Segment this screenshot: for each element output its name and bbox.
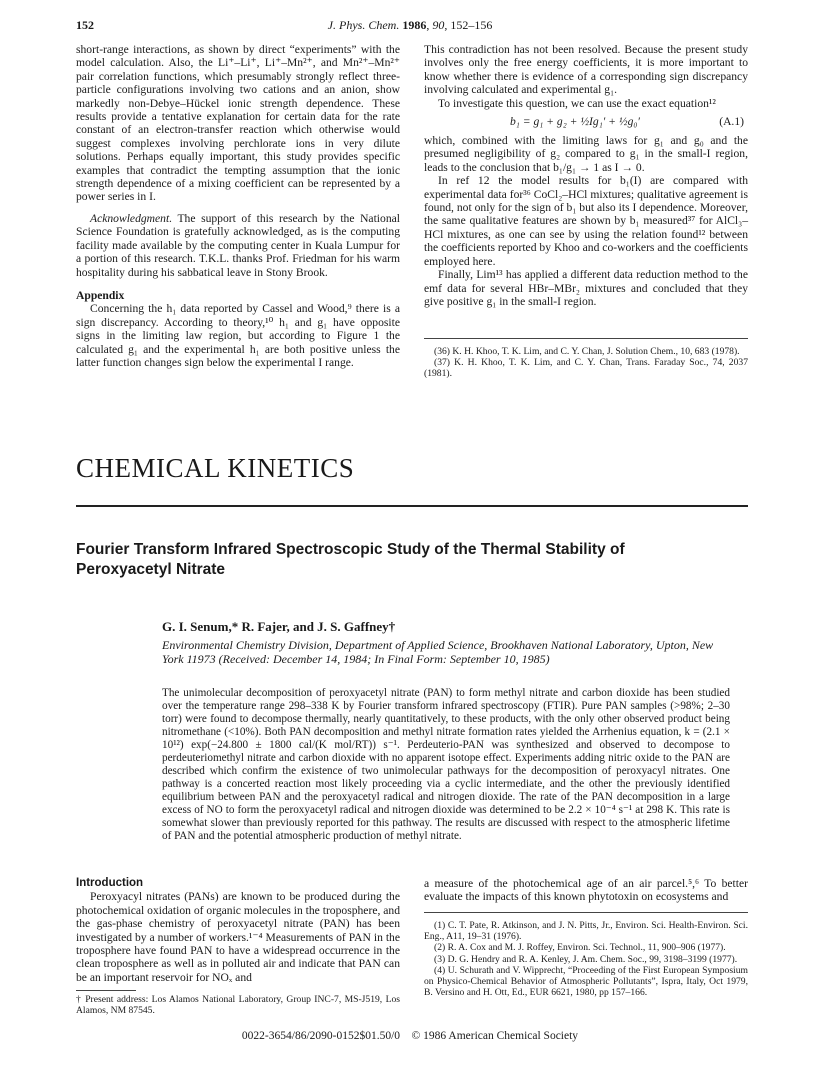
introduction-title: Introduction [76, 877, 144, 889]
page-number: 152 [76, 18, 94, 32]
appendix-paragraph-6: Finally, Lim¹³ has applied a different data reduction method to the emf data for several HBr–MBr₂ mixtures and concluded that they give positive g₁ in the small-I region. [424, 268, 748, 308]
introduction-paragraph-continued: a measure of the photochemical age of an air parcel.⁵,⁶ To better evaluate the impacts of this known phytotoxin on ecosystems and [424, 877, 748, 904]
intro-left-column [76, 877, 400, 984]
journal-volume: 90 [432, 18, 445, 32]
appendix-paragraph: Concerning the h₁ data reported by Cassel and Wood,⁹ there is a sign discrepancy. According to theory,¹⁰ h₁ and g₁ have opposite signs in the limiting law region, but according to Figure 1 the calculated g₁ and the experimental h₁ are both positive unless the latter function changes sign below the experimental I range. [76, 302, 400, 369]
acknowledgment-label: Acknowledgment. [90, 211, 173, 225]
introduction-paragraph: Peroxyacyl nitrates (PANs) are known to be produced during the photochemical oxidation of organic molecules in the troposphere, and the gas-phase chemistry of peroxyacetyl nitrate (PAN) has been investigated by a number of workers.¹⁻⁴ Measurements of PAN in the troposphere have found PAN to have a widespread occurrence in the clean troposphere as well as in polluted air and indicate that PAN can be an important reservoir for NOₓ and [76, 890, 400, 984]
acknowledgment [76, 212, 400, 279]
equation-a1 [424, 112, 748, 132]
references [424, 920, 748, 998]
appendix-paragraph-2: This contradiction has not been resolved. Because the present study involves only the free energy coefficients, it is more important to know whether there is evidence of a corresponding sign discrepancy involving calculated and experimental g₁. [424, 43, 748, 97]
footnote-36: (36) K. H. Khoo, T. K. Lim, and C. Y. Chan, J. Solution Chem., 10, 683 (1978). [434, 346, 740, 357]
journal-pages: 152–156 [450, 18, 493, 32]
intro-right-column [424, 877, 748, 904]
article-code: 0022-3654/86/2090-0152$01.50/0 [241, 1030, 401, 1042]
reference-3: (3) D. G. Hendry and R. A. Kenley, J. Am. Chem. Soc., 99, 3198–3199 (1977). [434, 953, 738, 965]
section-heading: CHEMICAL KINETICS [76, 453, 355, 483]
running-header: J. Phys. Chem. 1986, 90, 152–156 [327, 18, 493, 32]
affiliation: Environmental Chemistry Division, Department of Applied Science, Brookhaven National Laboratory, Upton, New York 11973 (Received: December 14, 1984; In Final Form: September 10, 1985) [162, 638, 714, 666]
appendix-paragraph-4: which, combined with the limiting laws for g₁ and g₀ and the presumed negligibility of g₂ compared to g₁ in the small-I region, leads to the conclusion that b₁/g₁ → 1 as I → 0. [424, 134, 748, 174]
abstract: The unimolecular decomposition of peroxyacetyl nitrate (PAN) to form methyl nitrate and carbon dioxide has been studied over the temperature range 298–338 K by Fourier transform infrared spectroscopy (FTIR). Pure PAN samples (>98%; 2–30 torr) were found to decompose thermally, nearly quantitatively, to these products, with the only other observed product being nitromethane (<10%). Both PAN decomposition and methyl nitrate formation rates yielded the Arrhenius equation, k = (2.1 × 10¹²) exp(−24.800 ± 1800 cal/(K mol/RT)) s⁻¹. Perdeuterio-PAN was synthesized and observed to decompose to perdeuteriomethyl nitrate and carbon dioxide with no apparent isotope effect. Experiments adding nitric oxide to the PAN are described which confirm the existence of two unimolecular pathways for the decomposition of peroxyacyl nitrates. One pathway is a concerted reaction most likely proceeding via a cyclic intermediate, and the other the previously identified equilibrium between PAN and the peroxyacetyl radical and nitrogen dioxide. The rate of the PAN decomposition in a large excess of NO to form the peroxyacetyl radical and nitrogen dioxide was determined to be 2.2 × 10⁻⁴ s⁻¹ at 298 K. This rate is somewhat slower than previously reported for this pathway. The results are discussed with respect to the atmospheric lifetime of PAN and the potential atmospheric production of methyl nitrate. [162, 687, 730, 842]
copyright: © 1986 American Chemical Society [411, 1030, 579, 1042]
journal-name: J. Phys. Chem. [327, 18, 400, 32]
equation: b₁ = g₁ + g₂ + ½Ig₁′ + ½g₀′ [510, 115, 640, 129]
article-title [76, 540, 748, 580]
footnotes-top [424, 346, 748, 380]
journal-year: 1986 [402, 18, 427, 32]
references-divider [424, 912, 748, 913]
left-column-top [76, 43, 400, 369]
reference-1: (1) C. T. Pate, R. Atkinson, and J. N. Pitts, Jr., Environ. Sci. Health-Environ. Sci. Eng., A11, 19–31 (1976). [424, 920, 748, 943]
section-rule [76, 505, 748, 507]
right-column-top [424, 43, 748, 308]
acknowledgment-text: The support of this research by the National Science Foundation is gratefully acknowledged, as is the computing facility made available by the computing center in Kuala Lumpur for a portion of this research. T.K.L. thanks Prof. Friedman for his warm hospitality during his sabbatical leave in Stony Brook. [76, 211, 400, 279]
reference-4: (4) U. Schurath and V. Wipprecht, “Proceeding of the First European Symposium on Physico-Chemical Behavior of Atmospheric Pollutants”, Ispra, Italy, Oct 1979, B. Versino and H. Ott, Ed., EUR 6621, 1980, pp 157–166. [424, 964, 748, 999]
footnote-37: (37) K. H. Khoo, T. K. Lim, and C. Y. Chan, Trans. Faraday Soc., 74, 2037 (1981). [424, 357, 748, 380]
appendix-paragraph-3: To investigate this question, we can use the exact equation¹² [438, 96, 716, 110]
article-title-line-1: Fourier Transform Infrared Spectroscopic Study of the Thermal Stability of [76, 541, 625, 558]
present-address-divider [76, 990, 136, 991]
authors: G. I. Senum,* R. Fajer, and J. S. Gaffney† [162, 619, 396, 634]
discussion-paragraph: short-range interactions, as shown by direct “experiments” with the model calculation. Also, the Li⁺–Li⁺, Li⁺–Mn²⁺, and Mn²⁺–Mn²⁺ pair correlation functions, which presumably strongly reflect three-particle configurations involving two cations and an anion, show markedly non-Debye–Hückel ionic strength dependence. These results provide a tentative explanation for certain data for the rate constant of an electron-transfer reaction which otherwise would suggest complexes involving perchlorate ions in very dilute solutions. Perhaps equally important, this study provides specific examples that contradict the tempting assumption that the ionic strength dependence of a mixing coefficient can be represented by a power series in I. [76, 43, 400, 204]
appendix-paragraph-5: In ref 12 the model results for b₁(I) are compared with experimental data for³⁶ CoCl₂–HCl mixtures; qualitative agreement is found, not only for the sign of b₁ but also its I dependence. Moreover, the same qualitative features are shown by b₁ measured³⁷ for AlCl₃–HCl mixtures, as one can see by using the relation found¹² between the coefficients reported by Khoo and co-workers and the coefficients employed here. [424, 174, 748, 268]
footnote-divider [424, 338, 748, 339]
article-title-line-2: Peroxyacetyl Nitrate [76, 561, 226, 578]
appendix-title: Appendix [76, 288, 125, 302]
footer [0, 1030, 820, 1042]
present-address-footnote: † Present address: Los Alamos National Laboratory, Group INC-7, MS-J519, Los Alamos, NM 87545. [76, 994, 400, 1017]
equation-label: (A.1) [719, 115, 744, 129]
reference-2: (2) R. A. Cox and M. J. Roffey, Environ. Sci. Technol., 11, 900–906 (1977). [434, 942, 726, 954]
